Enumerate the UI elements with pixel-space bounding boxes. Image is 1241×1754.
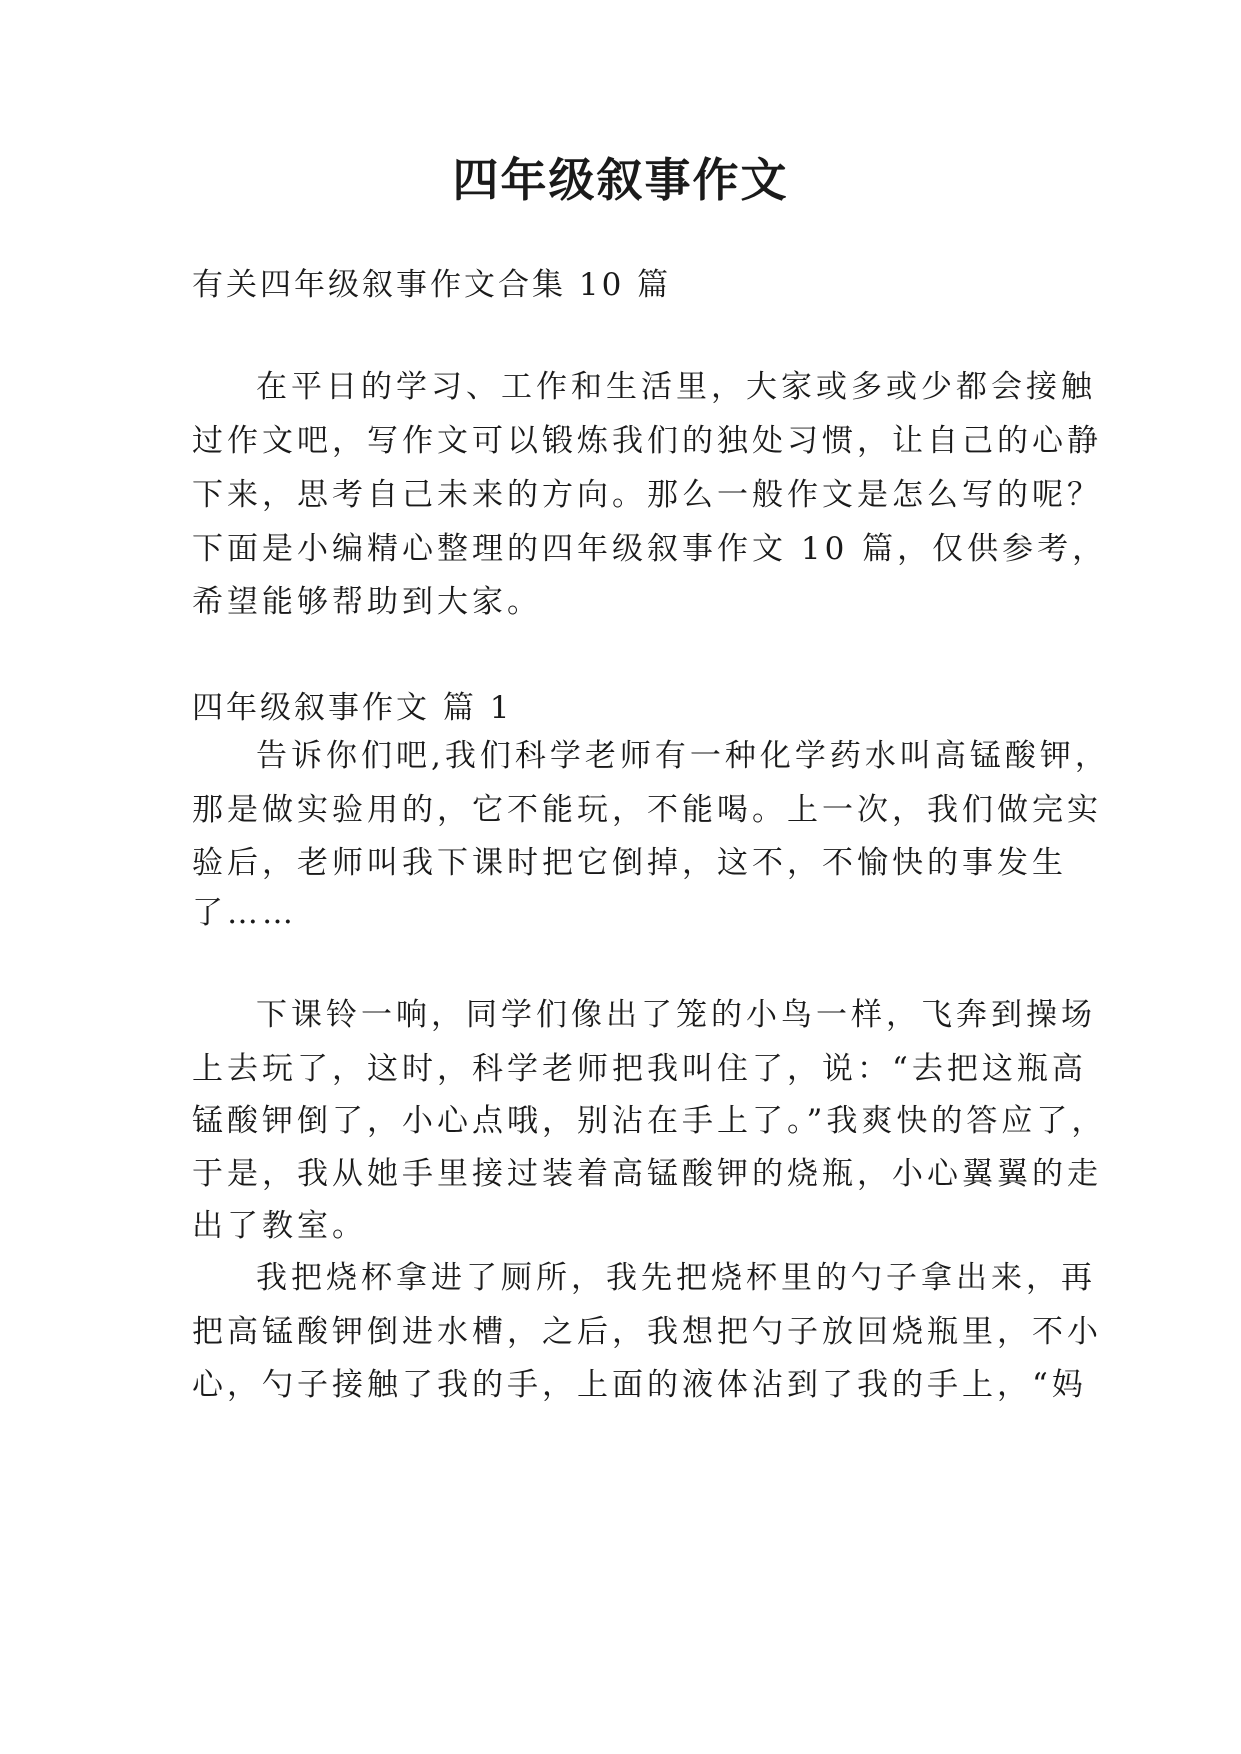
document-title: 四年级叙事作文	[452, 153, 789, 207]
paragraph-line: 那是做实验用的，它不能玩，不能喝。上一次，我们做完实	[192, 792, 1102, 828]
paragraph-line: 告诉你们吧,我们科学老师有一种化学药水叫高锰酸钾，	[256, 738, 1110, 774]
intro-line: 下来，思考自己未来的方向。那么一般作文是怎么写的呢？	[192, 477, 1102, 513]
paragraph-line: 出了教室。	[192, 1208, 367, 1244]
paragraph-line: 上去玩了，这时，科学老师把我叫住了，说：“去把这瓶高	[192, 1051, 1087, 1087]
paragraph-line: 心，勺子接触了我的手，上面的液体沾到了我的手上，“妈	[192, 1367, 1087, 1403]
paragraph-line: 于是，我从她手里接过装着高锰酸钾的烧瓶，小心翼翼的走	[192, 1156, 1102, 1192]
intro-line: 在平日的学习、工作和生活里，大家或多或少都会接触	[256, 369, 1096, 405]
paragraph-line: 我把烧杯拿进了厕所，我先把烧杯里的勺子拿出来，再	[256, 1260, 1096, 1296]
document-subtitle: 有关四年级叙事作文合集 10 篇	[192, 267, 672, 303]
paragraph-line: 把高锰酸钾倒进水槽，之后，我想把勺子放回烧瓶里，不小	[192, 1314, 1102, 1350]
paragraph-line: 锰酸钾倒了，小心点哦，别沾在手上了。”我爽快的答应了，	[192, 1103, 1107, 1139]
paragraph-line: 了……	[192, 895, 297, 931]
paragraph-line: 验后，老师叫我下课时把它倒掉，这不，不愉快的事发生	[192, 845, 1067, 881]
section-heading: 四年级叙事作文 篇 1	[192, 690, 513, 726]
intro-line: 下面是小编精心整理的四年级叙事作文 10 篇，仅供参考，	[192, 531, 1108, 567]
intro-line: 希望能够帮助到大家。	[192, 584, 542, 620]
intro-line: 过作文吧，写作文可以锻炼我们的独处习惯，让自己的心静	[192, 423, 1102, 459]
paragraph-line: 下课铃一响，同学们像出了笼的小鸟一样，飞奔到操场	[256, 997, 1096, 1033]
